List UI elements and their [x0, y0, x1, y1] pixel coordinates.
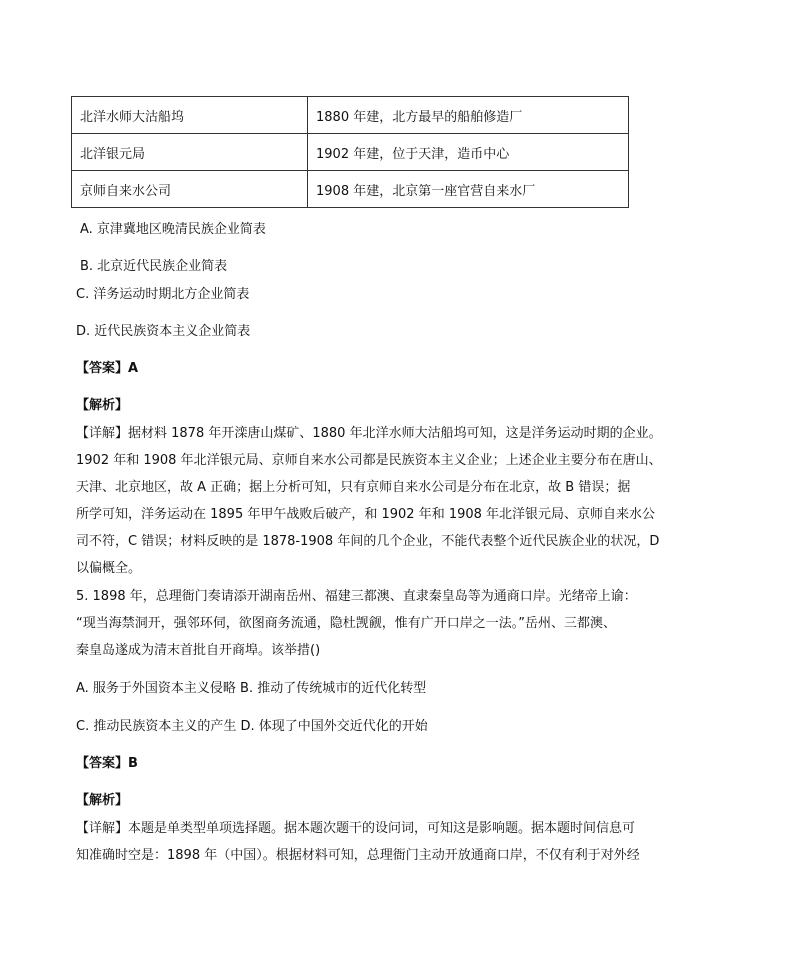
q5-answer: 【答案】B	[76, 756, 138, 771]
q5-analysis-heading: 【解析】	[76, 793, 129, 808]
table-cell-desc: 1902 年建，位于天津，造币中心	[308, 134, 629, 171]
q4-analysis-line: 天津、北京地区，故 A 正确；据上分析可知，只有京师自来水公司是分布在北京，故 B 错误；据	[76, 480, 631, 495]
q5-options-cd: C. 推动民族资本主义的产生 D. 体现了中国外交近代化的开始	[76, 719, 428, 734]
q4-analysis-line: 以偏概全。	[76, 561, 142, 576]
q4-analysis-heading: 【解析】	[76, 398, 129, 413]
q4-answer: 【答案】A	[76, 361, 139, 376]
enterprise-table	[71, 96, 629, 208]
q5-analysis-line: 知准确时空是：1898 年（中国）。根据材料可知，总理衙门主动开放通商口岸，不仅有利于对外经	[76, 848, 640, 863]
q5-analysis-line: 【详解】本题是单类型单项选择题。据本题次题干的设问词，可知这是影响题。据本题时间信息可	[76, 821, 636, 836]
q5-stem-line: “现当海禁洞开，强邻环伺，欲图商务流通，隐杜觊觎，惟有广开口岸之一法。”岳州、三都澳、	[76, 616, 616, 631]
table-cell-desc: 1880 年建，北方最早的船舶修造厂	[308, 97, 629, 134]
table-cell-name: 京师自来水公司	[72, 171, 308, 208]
q4-option-d: D. 近代民族资本主义企业简表	[76, 324, 251, 339]
q5-options-ab: A. 服务于外国资本主义侵略 B. 推动了传统城市的近代化转型	[76, 681, 427, 696]
table-row	[72, 134, 629, 171]
table-row	[72, 97, 629, 134]
q4-option-b: B. 北京近代民族企业简表	[80, 259, 228, 274]
table-row	[72, 171, 629, 208]
q5-stem-line: 秦皇岛遂成为清末首批自开商埠。该举措()	[76, 643, 321, 658]
q4-analysis-line: 司不符，C 错误；材料反映的是 1878-1908 年间的几个企业，不能代表整个近代民族企业的状况，D	[76, 534, 660, 549]
q4-option-c: C. 洋务运动时期北方企业简表	[76, 287, 250, 302]
table-cell-name: 北洋银元局	[72, 134, 308, 171]
q5-stem-line: 5. 1898 年，总理衙门奏请添开湖南岳州、福建三都澳、直隶秦皇岛等为通商口岸。光绪帝上谕：	[76, 589, 637, 604]
q4-analysis-line: 1902 年和 1908 年北洋银元局、京师自来水公司都是民族资本主义企业；上述企业主要分布在唐山、	[76, 453, 662, 468]
table-cell-name: 北洋水师大沽船坞	[72, 97, 308, 134]
q4-analysis-line: 所学可知，洋务运动在 1895 年甲午战败后破产，和 1902 年和 1908 年北洋银元局、京师自来水公	[76, 507, 656, 522]
table-cell-desc: 1908 年建，北京第一座官营自来水厂	[308, 171, 629, 208]
q4-analysis-line: 【详解】据材料 1878 年开滦唐山煤矿、1880 年北洋水师大沽船坞可知，这是洋务运动时期的企业。	[76, 426, 662, 441]
q4-option-a: A. 京津冀地区晚清民族企业简表	[80, 222, 266, 237]
